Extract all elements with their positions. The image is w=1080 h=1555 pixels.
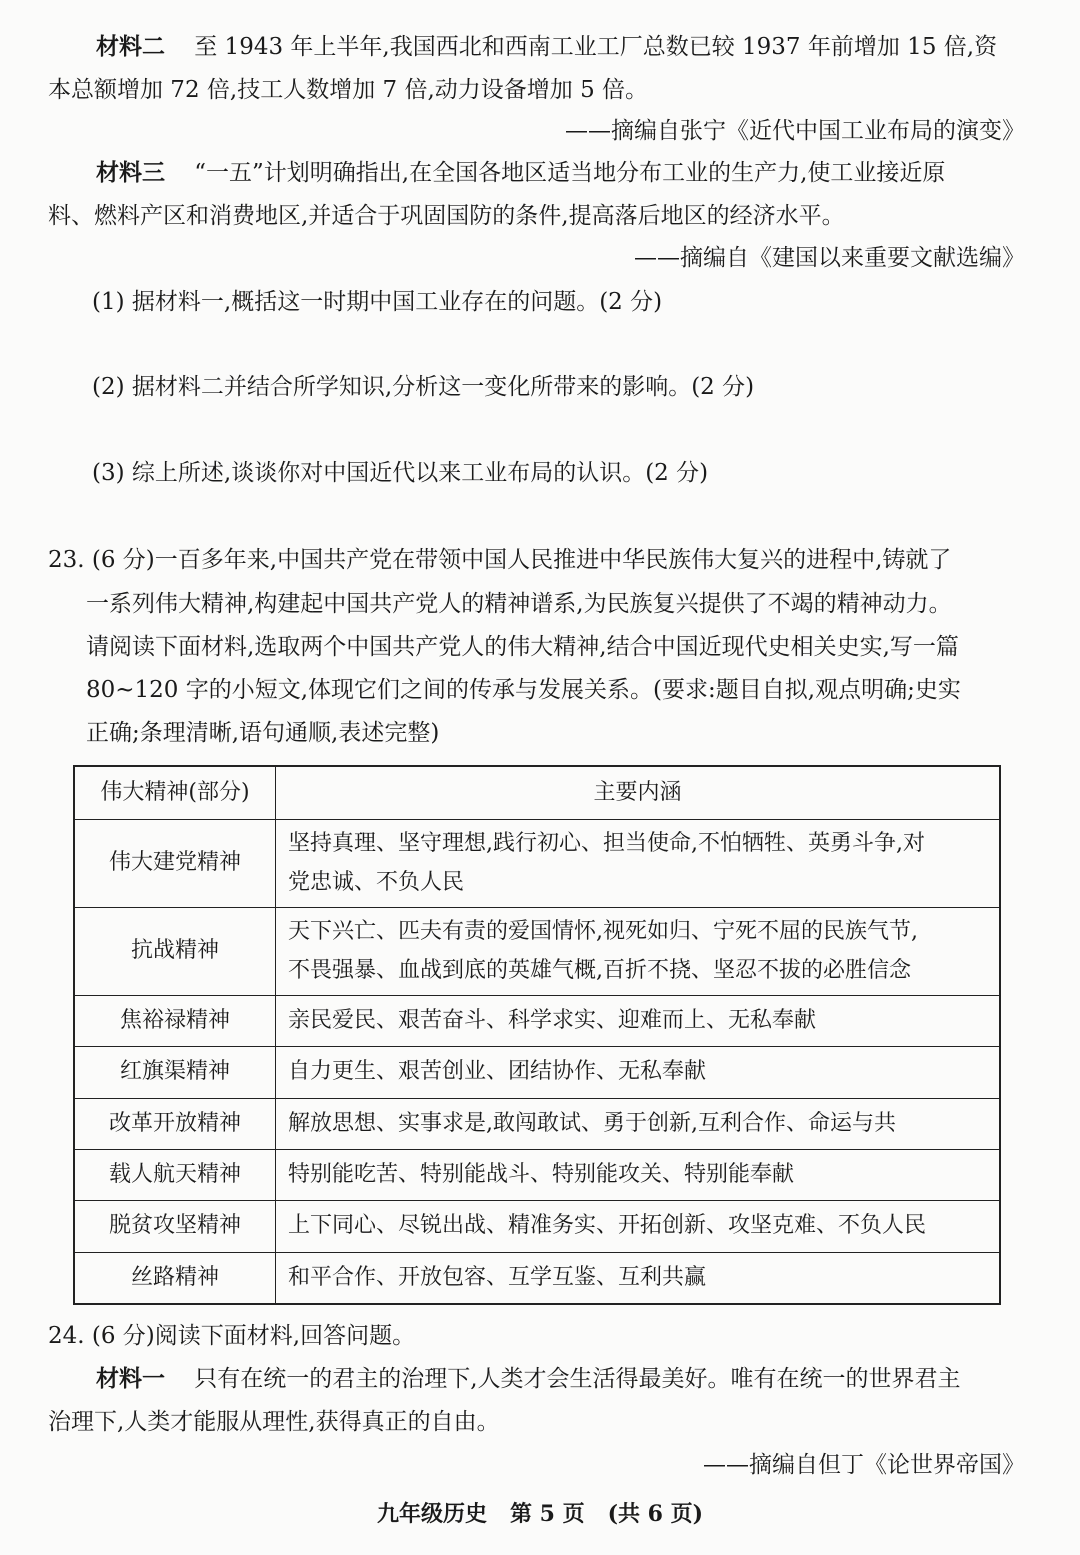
table-header-cell: 主要内涵 [276,766,1001,820]
table-header-cell: 伟大精神(部分) [74,766,276,820]
spirit-content-line: 不畏强暴、血战到底的英雄气概,百折不挠、坚忍不拔的必胜信念 [288,957,911,983]
table-row [74,1149,1000,1200]
q24-intro: 24. (6 分)阅读下面材料,回答问题。 [48,1323,416,1349]
q22-sub1: (1) 据材料一,概括这一时期中国工业存在的问题。(2 分) [92,289,663,315]
material3-line1 [96,160,945,188]
spirits-table [73,765,1001,1305]
table-row [74,1252,1000,1304]
spirit-content: 上下同心、尽锐出战、精准务实、开拓创新、攻坚克难、不负人民 [276,1201,1001,1252]
spirit-name: 伟大建党精神 [74,820,276,908]
spirit-content [276,908,1001,996]
spirit-content-line: 坚持真理、坚守理想,践行初心、担当使命,不怕牺牲、英勇斗争,对 [288,831,925,856]
q24-material1-line2: 治理下,人类才能服从理性,获得真正的自由。 [48,1409,500,1435]
q23-line2: 一系列伟大精神,构建起中国共产党人的精神谱系,为民族复兴提供了不竭的精神动力。 [86,591,952,617]
q22-sub2: (2) 据材料二并结合所学知识,分析这一变化所带来的影响。(2 分) [92,374,755,400]
spirit-name: 载人航天精神 [74,1149,276,1200]
table-row [74,996,1000,1047]
spirit-content [276,820,1001,908]
q23-line5: 正确;条理清晰,语句通顺,表述完整) [86,720,440,746]
page-footer: 九年级历史 第 5 页 (共 6 页) [376,1501,704,1527]
q23-line1: 23. (6 分)一百多年来,中国共产党在带领中国人民推进中华民族伟大复兴的进程中,铸就了 [48,547,952,573]
material3-label: 材料三 [96,160,165,186]
material2-source: ——摘编自张宁《近代中国工业布局的演变》 [565,118,1025,144]
q23-line4: 80~120 字的小短文,体现它们之间的传承与发展关系。(要求:题目自拟,观点明确;史实 [86,677,961,703]
table-header-row [74,766,1000,820]
material2-line1 [96,34,997,62]
q24-material1-line1 [96,1366,961,1394]
material3-text: “一五”计划明确指出,在全国各地区适当地分布工业的生产力,使工业接近原 [194,160,946,186]
spirit-content: 特别能吃苦、特别能战斗、特别能攻关、特别能奉献 [276,1149,1001,1200]
spirit-name: 改革开放精神 [74,1098,276,1149]
spirit-content: 亲民爱民、艰苦奋斗、科学求实、迎难而上、无私奉献 [276,996,1001,1047]
material2-label: 材料二 [96,34,165,60]
material3-source: ——摘编自《建国以来重要文献选编》 [634,245,1025,271]
table-row [74,908,1000,996]
spirit-name: 丝路精神 [74,1252,276,1304]
spirit-name: 焦裕禄精神 [74,996,276,1047]
table-row [74,820,1000,908]
spirit-content: 解放思想、实事求是,敢闯敢试、勇于创新,互利合作、命运与共 [276,1098,1001,1149]
material3-line2: 料、燃料产区和消费地区,并适合于巩固国防的条件,提高落后地区的经济水平。 [48,203,845,229]
q24-material1-source: ——摘编自但丁《论世界帝国》 [703,1452,1025,1478]
q24-material1-label: 材料一 [96,1366,165,1392]
spirit-name: 抗战精神 [74,908,276,996]
table-row [74,1201,1000,1252]
spirit-content: 和平合作、开放包容、互学互鉴、互利共赢 [276,1252,1001,1304]
material2-line2: 本总额增加 72 倍,技工人数增加 7 倍,动力设备增加 5 倍。 [48,77,649,103]
spirit-name: 红旗渠精神 [74,1047,276,1098]
spirit-content: 自力更生、艰苦创业、团结协作、无私奉献 [276,1047,1001,1098]
q23-line3: 请阅读下面材料,选取两个中国共产党人的伟大精神,结合中国近现代史相关史实,写一篇 [86,634,959,660]
material2-text: 至 1943 年上半年,我国西北和西南工业工厂总数已较 1937 年前增加 15 倍,资 [194,34,998,60]
q22-sub3: (3) 综上所述,谈谈你对中国近代以来工业布局的认识。(2 分) [92,460,709,486]
q24-material1-text: 只有在统一的君主的治理下,人类才会生活得最美好。唯有在统一的世界君主 [194,1366,961,1392]
spirit-content-line: 党忠诚、不负人民 [288,869,465,895]
table-row [74,1047,1000,1098]
spirit-content-line: 天下兴亡、匹夫有责的爱国情怀,视死如归、宁死不屈的民族气节, [288,919,918,944]
spirit-name: 脱贫攻坚精神 [74,1201,276,1252]
table-row [74,1098,1000,1149]
